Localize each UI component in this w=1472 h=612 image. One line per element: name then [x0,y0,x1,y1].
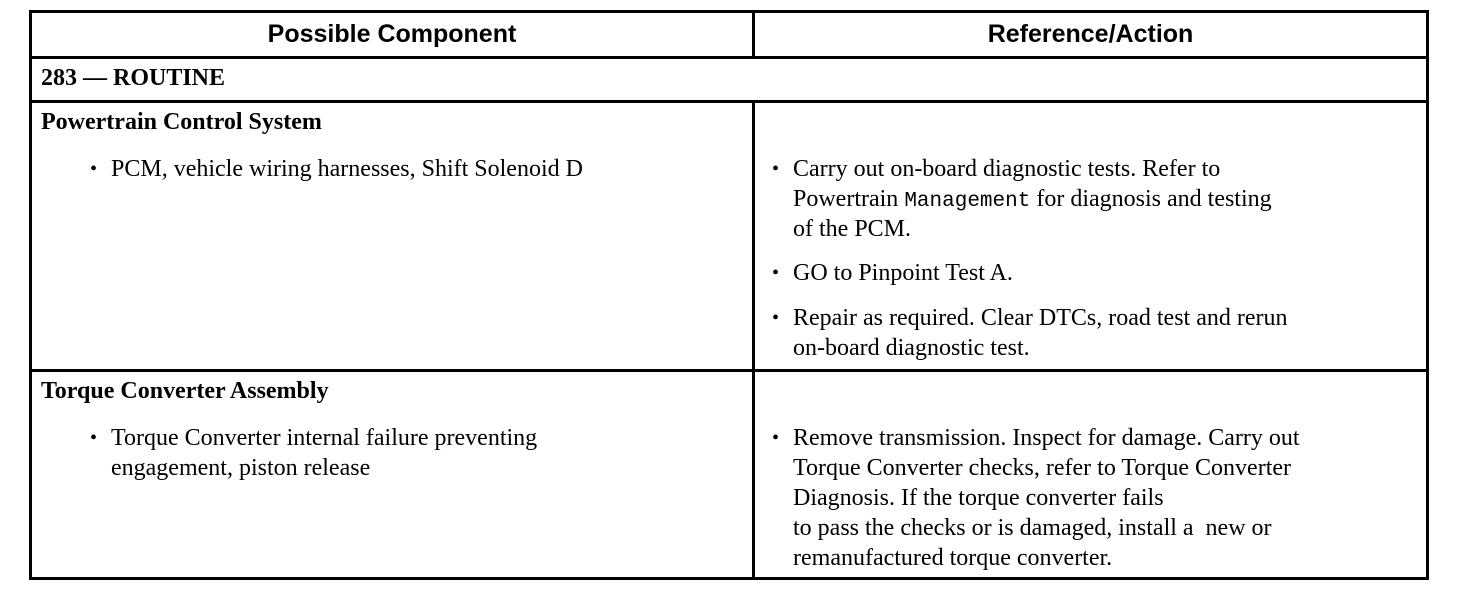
section-divider [32,100,1426,103]
column-divider-header [752,13,755,56]
group-title-torque-converter: Torque Converter Assembly [41,378,329,404]
action-item-line: remanufactured torque converter. [793,545,1113,571]
bullet-marker: • [772,427,780,449]
action-item-line: Diagnosis. If the torque converter fails [793,485,1164,511]
header-possible-component: Possible Component [267,20,517,48]
action-item-line: Remove transmission. Inspect for damage. Carry out [793,425,1300,451]
bullet-marker: • [90,427,98,449]
bullet-marker: • [772,262,780,284]
bullet-marker: • [90,158,98,180]
group-title-powertrain: Powertrain Control System [41,109,322,135]
column-divider-body [752,100,755,577]
action-item-line: GO to Pinpoint Test A. [793,260,1013,286]
section-label: 283 — ROUTINE [41,65,226,91]
group-divider [32,369,1426,372]
action-item-line: Torque Converter checks, refer to Torque Converter [793,455,1291,481]
action-item-text: Powertrain [793,186,905,212]
action-item-line [793,184,1272,217]
action-item-line: Repair as required. Clear DTCs, road test and rerun [793,305,1288,331]
header-reference-action: Reference/Action [987,20,1194,48]
bullet-marker: • [772,158,780,180]
component-item-line: Torque Converter internal failure preventing [111,425,538,451]
component-item: PCM, vehicle wiring harnesses, Shift Solenoid D [111,156,583,182]
bullet-marker: • [772,307,780,329]
action-item-text: for diagnosis and testing [1030,186,1272,212]
component-item-line: engagement, piston release [111,455,371,481]
diagnostic-table [29,10,1429,580]
action-item-line: to pass the checks or is damaged, install a new or [793,515,1272,541]
action-item-line: of the PCM. [793,216,912,242]
header-divider [32,56,1426,59]
action-item-line: Carry out on-board diagnostic tests. Refer to [793,156,1221,182]
action-item-line: on-board diagnostic test. [793,335,1030,361]
action-item-mono-text: Management [904,190,1031,213]
